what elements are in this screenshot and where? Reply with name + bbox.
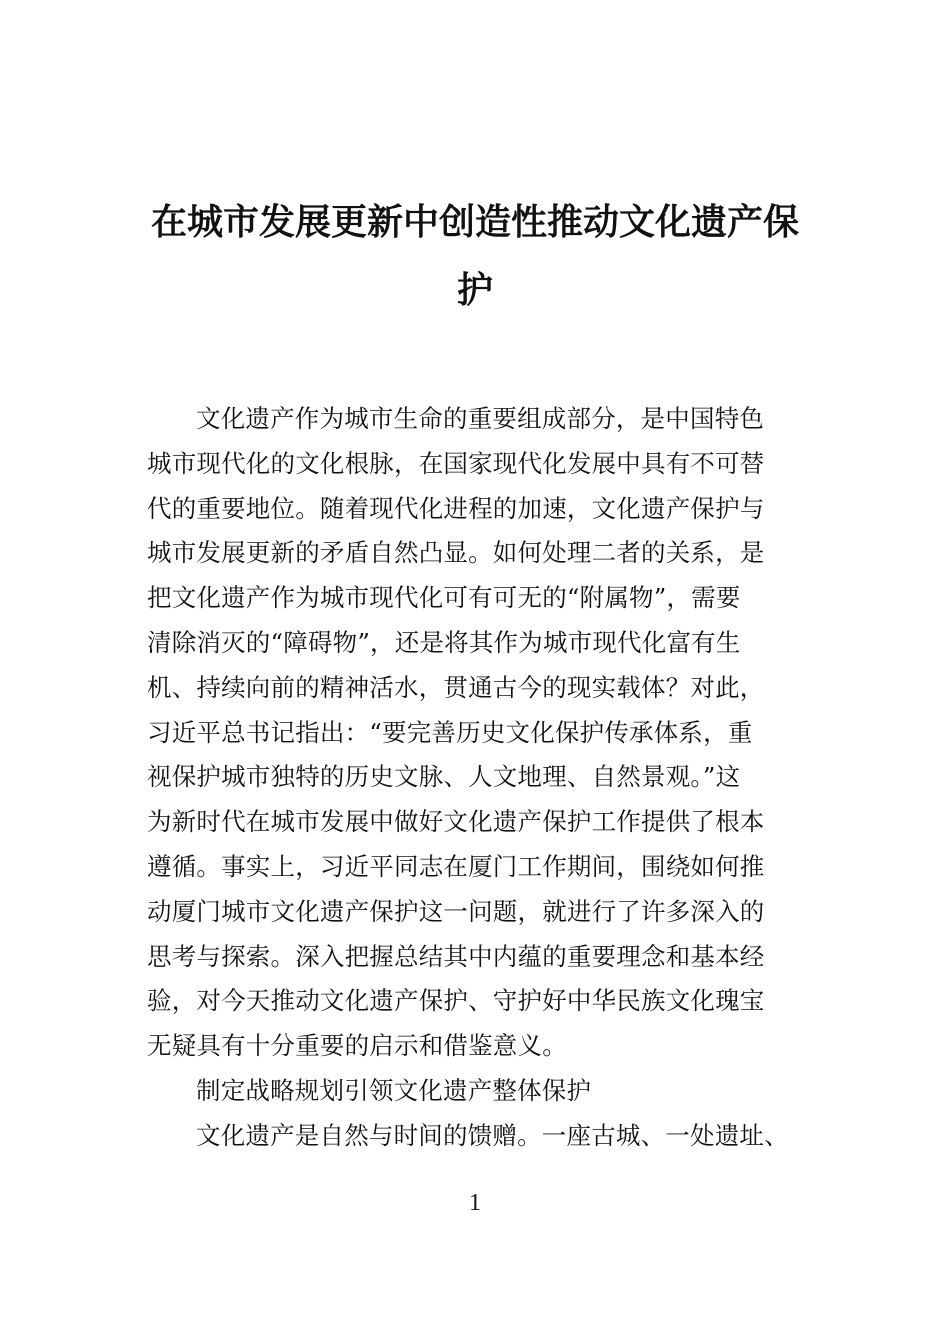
title-line-1: 在城市发展更新中创造性推动文化遗产保 <box>150 201 799 243</box>
document-body <box>147 397 807 1159</box>
text-line: 遵循。事实上，习近平同志在厦门工作期间，围绕如何推 <box>147 851 765 881</box>
text-line: 清除消灭的“障碍物”，还是将其作为城市现代化富有生 <box>147 627 741 657</box>
text-line: 动厦门城市文化遗产保护这一问题，就进行了许多深入的 <box>147 896 765 926</box>
text-line: 把文化遗产作为城市现代化可有可无的“附属物”，需要 <box>147 583 741 613</box>
section-heading-text: 制定战略规划引领文化遗产整体保护 <box>196 1075 592 1105</box>
text-line: 城市发展更新的矛盾自然凸显。如何处理二者的关系，是 <box>147 538 765 568</box>
paragraph-1 <box>147 397 807 1069</box>
paragraph-2 <box>147 1114 807 1159</box>
text-line: 习近平总书记指出：“要完善历史文化保护传承体系，重 <box>147 717 753 747</box>
text-line: 文化遗产作为城市生命的重要组成部分，是中国特色 <box>196 404 765 433</box>
text-line: 验，对今天推动文化遗产保护、守护好中华民族文化瑰宝 <box>147 986 765 1016</box>
text-line: 代的重要地位。随着现代化进程的加速，文化遗产保护与 <box>147 493 765 523</box>
text-line: 思考与探索。深入把握总结其中内蕴的重要理念和基本经 <box>147 941 765 971</box>
title-line-2: 护 <box>456 269 493 311</box>
text-line: 城市现代化的文化根脉，在国家现代化发展中具有不可替 <box>147 448 765 478</box>
text-line: 为新时代在城市发展中做好文化遗产保护工作提供了根本 <box>147 807 765 837</box>
text-line: 无疑具有十分重要的启示和借鉴意义。 <box>147 1031 567 1061</box>
text-line: 文化遗产是自然与时间的馈赠。一座古城、一处遗址、 <box>196 1120 789 1150</box>
document-title <box>140 188 810 324</box>
page-number: 1 <box>469 1190 481 1216</box>
section-heading <box>147 1069 807 1114</box>
text-line: 视保护城市独特的历史文脉、人文地理、自然景观。”这 <box>147 762 741 792</box>
text-line: 机、持续向前的精神活水，贯通古今的现实载体？对此， <box>147 672 765 702</box>
